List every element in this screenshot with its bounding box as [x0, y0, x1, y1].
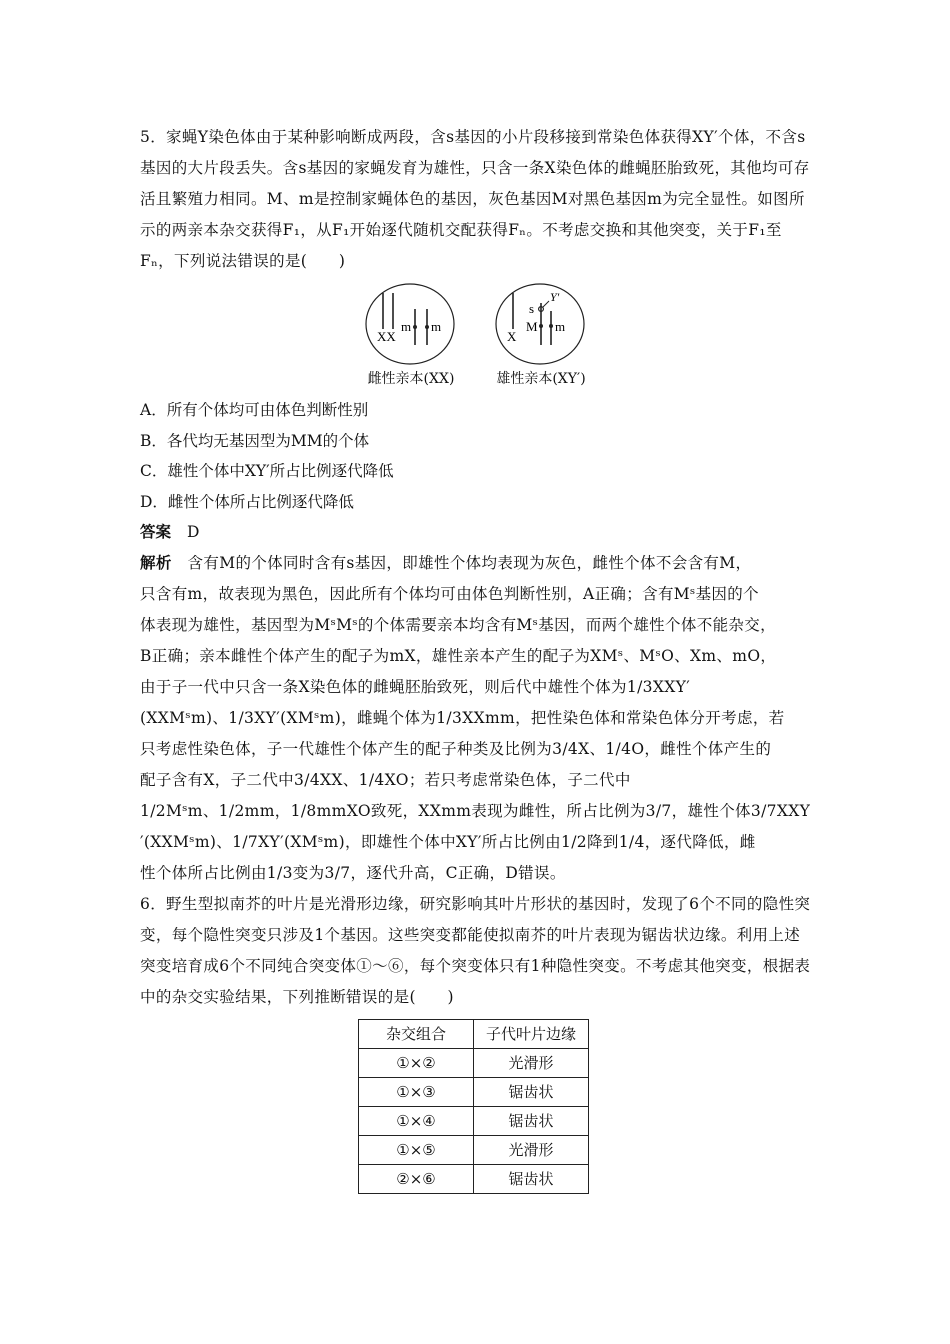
- table-cell: 锯齿状: [474, 1077, 589, 1106]
- table-header-row: [359, 1019, 589, 1048]
- table-cell: 锯齿状: [474, 1164, 589, 1193]
- option-b: B．各代均无基因型为MM的个体: [140, 431, 370, 450]
- table-row: [359, 1048, 589, 1077]
- analysis-line: 只含有m，故表现为黑色，因此所有个体均可由体色判断性别，A正确；含有Mˢ基因的个: [140, 584, 759, 603]
- analysis-line: 只考虑性染色体，子一代雄性个体产生的配子种类及比例为3/4X、1/4O，雌性个体产生的: [140, 739, 772, 758]
- table-cell: ①×②: [359, 1048, 474, 1077]
- male-s-label: s: [529, 301, 535, 316]
- question-5-stem: 5．家蝇Y染色体由于某种影响断成两段，含s基因的小片段移接到常染色体获得XY′个体，不含s基因的大片段丢失。含s基因的家蝇发育为雄性，只含一条X染色体的雌蝇胚胎致死，其他均可存活且繁殖力相同。M、m是控制家蝇体色的基因，灰色基因M对黑色基因m为完全显性。如图所示的两亲本杂交获得F₁，从F₁开始逐代随机交配获得Fₙ。不考虑交换和其他突变，关于F₁至Fₙ，下列说法错误的是( ): [140, 128, 810, 270]
- option-d: D．雌性个体所占比例逐代降低: [140, 492, 354, 511]
- analysis-line: 1/2Mˢm、1/2mm，1/8mmXO致死，XXmm表现为雌性，所占比例为3/7，雄性个体3/7XXY: [140, 801, 811, 820]
- option-c: C．雄性个体中XY′所占比例逐代降低: [140, 462, 394, 480]
- table-cell: 光滑形: [474, 1135, 589, 1164]
- table-cell: ①×③: [359, 1077, 474, 1106]
- analysis-line: 体表现为雄性，基因型为MˢMˢ的个体需要亲本均含有Mˢ基因，而两个雄性个体不能杂交，: [140, 615, 776, 634]
- male-caption: 雄性亲本(XY′): [496, 371, 586, 387]
- table-row: [359, 1135, 589, 1164]
- chromosome-figure: [140, 281, 812, 389]
- table-cell: ②×⑥: [359, 1164, 474, 1193]
- male-parent-figure: [493, 281, 589, 389]
- table-cell: ①×④: [359, 1106, 474, 1135]
- female-xx-label: XX: [377, 329, 396, 344]
- table-cell: ①×⑤: [359, 1135, 474, 1164]
- table-row: [359, 1077, 589, 1106]
- analysis-line: 配子含有X，子二代中3/4XX、1/4XO；若只考虑常染色体，子二代中: [140, 770, 631, 789]
- table-cell: 光滑形: [474, 1048, 589, 1077]
- analysis-line: 由于子一代中只含一条X染色体的雌蝇胚胎致死，则后代中雄性个体为1/3XXY′: [140, 677, 691, 696]
- table-header: 子代叶片边缘: [474, 1019, 589, 1048]
- male-M-label: M: [526, 319, 538, 334]
- table-row: [359, 1164, 589, 1193]
- table-row: [359, 1106, 589, 1135]
- cross-results-table: [358, 1019, 589, 1194]
- female-chromosome-diagram: [363, 281, 459, 367]
- male-x-label: X: [507, 329, 517, 344]
- answer-label: 答案: [140, 523, 172, 541]
- analysis-line: 解析 含有M的个体同时含有s基因，即雄性个体均表现为灰色，雌性个体不会含有M，: [140, 553, 752, 572]
- analysis-line: (XXMˢm)、1/3XY′(XMˢm)，雌蝇个体为1/3XXmm，把性染色体和常染色体分开考虑，若: [140, 708, 785, 727]
- male-m-label: m: [555, 319, 566, 334]
- document-page: [140, 122, 812, 1194]
- female-parent-figure: [363, 281, 459, 389]
- analysis-line: ′(XXMˢm)、1/7XY′(XMˢm)，即雄性个体中XY′所占比例由1/2降到1/4，逐代降低，雌: [140, 832, 756, 851]
- female-m2-label: m: [431, 319, 442, 334]
- analysis-line: B正确；亲本雌性个体产生的配子为mX，雄性亲本产生的配子为XMˢ、MˢO、Xm、mO，: [140, 646, 777, 665]
- table-cell: 锯齿状: [474, 1106, 589, 1135]
- female-caption: 雌性亲本(XX): [367, 371, 455, 387]
- table-header: 杂交组合: [359, 1019, 474, 1048]
- male-chromosome-diagram: [493, 281, 589, 367]
- male-y-label: Y′: [550, 290, 560, 304]
- analysis-line: 性个体所占比例由1/3变为3/7，逐代升高，C正确，D错误。: [140, 863, 566, 882]
- female-m1-label: m: [401, 319, 412, 334]
- answer-line: [140, 517, 812, 548]
- question-6-stem: 6．野生型拟南芥的叶片是光滑形边缘，研究影响其叶片形状的基因时，发现了6个不同的隐性突变，每个隐性突变只涉及1个基因。这些突变都能使拟南芥的叶片表现为锯齿状边缘。利用上述突变培育成6个不同纯合突变体①～⑥，每个突变体只有1种隐性突变。不考虑其他突变，根据表中的杂交实验结果，下列推断错误的是( ): [140, 894, 811, 1006]
- analysis-label: 解析: [140, 553, 172, 572]
- answer-value: D: [187, 523, 200, 541]
- option-a: A．所有个体均可由体色判断性别: [140, 401, 369, 419]
- analysis-block: [140, 548, 812, 889]
